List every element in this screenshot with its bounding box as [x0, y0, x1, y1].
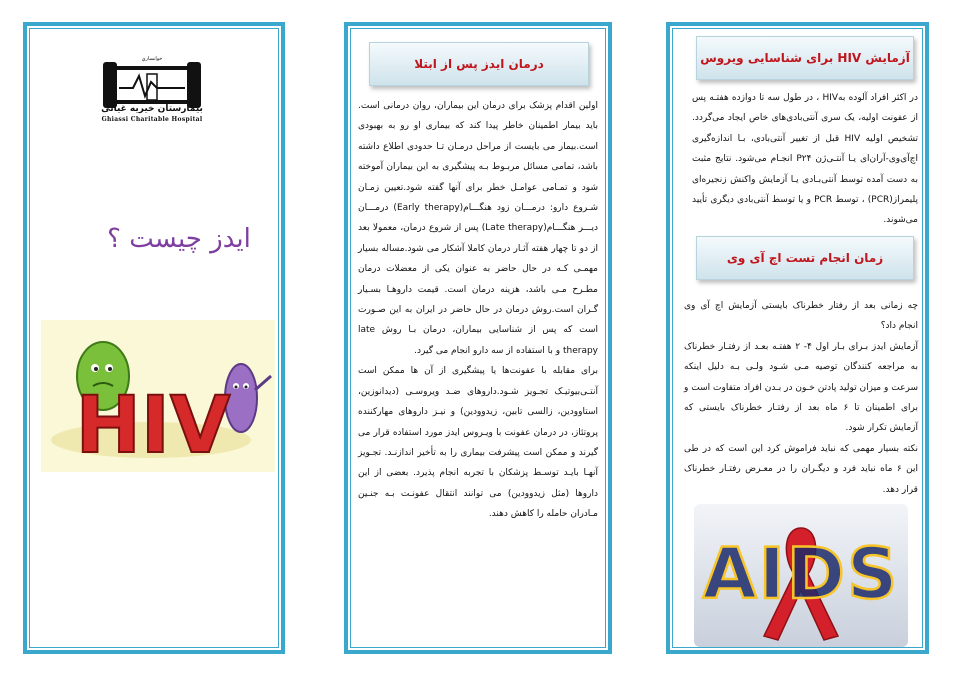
test-heading: آزمایش HIV برای شناسایی ویروس — [700, 51, 910, 65]
test-timing-heading: زمان انجام تست اچ آی وی — [726, 251, 884, 265]
left-panel — [23, 22, 285, 654]
treatment-paragraph-2: برای مقابله با عفونت‌ها یا پیشگیری از آن ها ممکن است آنتـی‌بیوتیـک تجـویز شـود.داروهای ضـد ویروسـی (دیدانوزین، استاوودین، زالسی تابین، زیدوودین) و نیـز داروهای مهارکننده پروتئاز، در درمان عفونت با ویـروس ایدز مورد استفاده قرار می گیرند و ممکن است پیشرفت بیماری را به تأخیر اندازنـد. تجـویز آنهـا بایـد توسـط پزشکان با تجربه انجام پذیرد. بعضی از این داروها (مثل زیدوودین) می توانند انتقال عفونـت بـه جنـین مـادران حامله را کاهش دهند. — [358, 366, 598, 520]
test-heading-box — [696, 36, 914, 80]
treatment-paragraph-1: اولین اقدام پزشک برای درمان این بیماران، روان درمانی است. باید بیمار اطمینان خاطر پیدا کند که بیماری او رو به بهبودی است.بیمار می بایست از مراحل درمـان تـا حدودی اطلاع داشته باشد، تمامی مسائل مربـوط بـه پیشگیری به این بیماران آموخته شود و تمـامی عوامـل خطر برای آنها گفته شود.تعیین زمـان شـروع دارو: درمـــان زود هنگـــام(Early therapy) درمـــان دیـــر هنگـــام(Late therapy) پس از شروع درمان، معمولا بعد از دو تا چهار هفته آثـار درمان کاملا آشکار می شود.مساله بسیار مهمـی کـه در حال حاضر به عنوان یکی از معضلات درمان مطـرح مـی باشد، هزینه درمان است. قیمت داروهـا بسـیار گـران است.روش درمان در حال حاضر در ایران به این صـورت است که پس از شناسایی بیماران، درمان بـا روش late therapy و با استفاده از سه دارو انجام می گیرد. — [358, 101, 599, 356]
page-title: ایدز چیست ؟ — [107, 224, 251, 254]
middle-panel — [344, 22, 612, 654]
test-timing-question: چه زمانی بعد از رفتار خطرناک بایستی آزمایش اچ آی وی انجام داد؟ — [684, 301, 918, 332]
logo-top-text: خوانساري — [141, 56, 163, 62]
right-panel — [666, 22, 929, 654]
test-timing-heading-box — [696, 236, 914, 280]
test-timing-note: نکته بسیار مهمی که نباید فراموش کرد این است که در طی این ۶ ماه نباید فرد و دیگـران را در معـرض رفتـار خطرناک قرار دهد. — [684, 443, 919, 495]
hiv-illustration — [41, 320, 275, 472]
treatment-body — [358, 96, 598, 525]
aids-art-letters: AIDS — [702, 533, 900, 615]
test-paragraph: در اکثر افراد آلوده بهHIV ، در طول سه تا دوازده هفتـه پس از عفونت اولیه، یک سری آنتی‌بادی‌های خاص ایجاد می‌گردد. تشخیص اولیه HIV قبل از تغییر آنتی‌بادی، بـا اندازه‌گیری اچ‌آی‌وی-آر‌ان‌ای یـا آنتـی‌ژن P۲۴ انجـام می‌شود. نتایج مثبت به دست آمده توسط آنتی‌بـادی یـا آزمایش واکنش زنجیره‌ای پلیمراز(PCR) ، توسط PCR و یا توسط آنتی‌بادی دیگری تأیید می‌شوند. — [692, 93, 919, 226]
test-timing-answer: آزمایش ایدز بـرای بـار اول ۴- ۲ هفتـه بعـد از رفتـار خطرناک به مراجعه کنندگان توصیه مـی شـود ولـی بـه دلیل اینکه سرعت و میزان تولید پادتن خـون در بـدن افراد متفاوت است و برای اطمینان تا ۶ ماه بعد از رفتـار خطرناک بایستی که آزمایش تکرار شود. — [684, 341, 919, 434]
treatment-heading-box — [369, 42, 589, 86]
hospital-name-fa: بیمارستان خیریه غیاثی — [101, 104, 203, 114]
test-timing-body — [684, 296, 918, 500]
hiv-art-letters: HIV — [75, 381, 231, 471]
treatment-heading: درمان ایدز پس از ابتلا — [414, 57, 544, 71]
hospital-name-en: Ghiassi Charitable Hospital — [101, 116, 203, 123]
test-body — [692, 88, 918, 231]
aids-illustration — [694, 504, 908, 647]
